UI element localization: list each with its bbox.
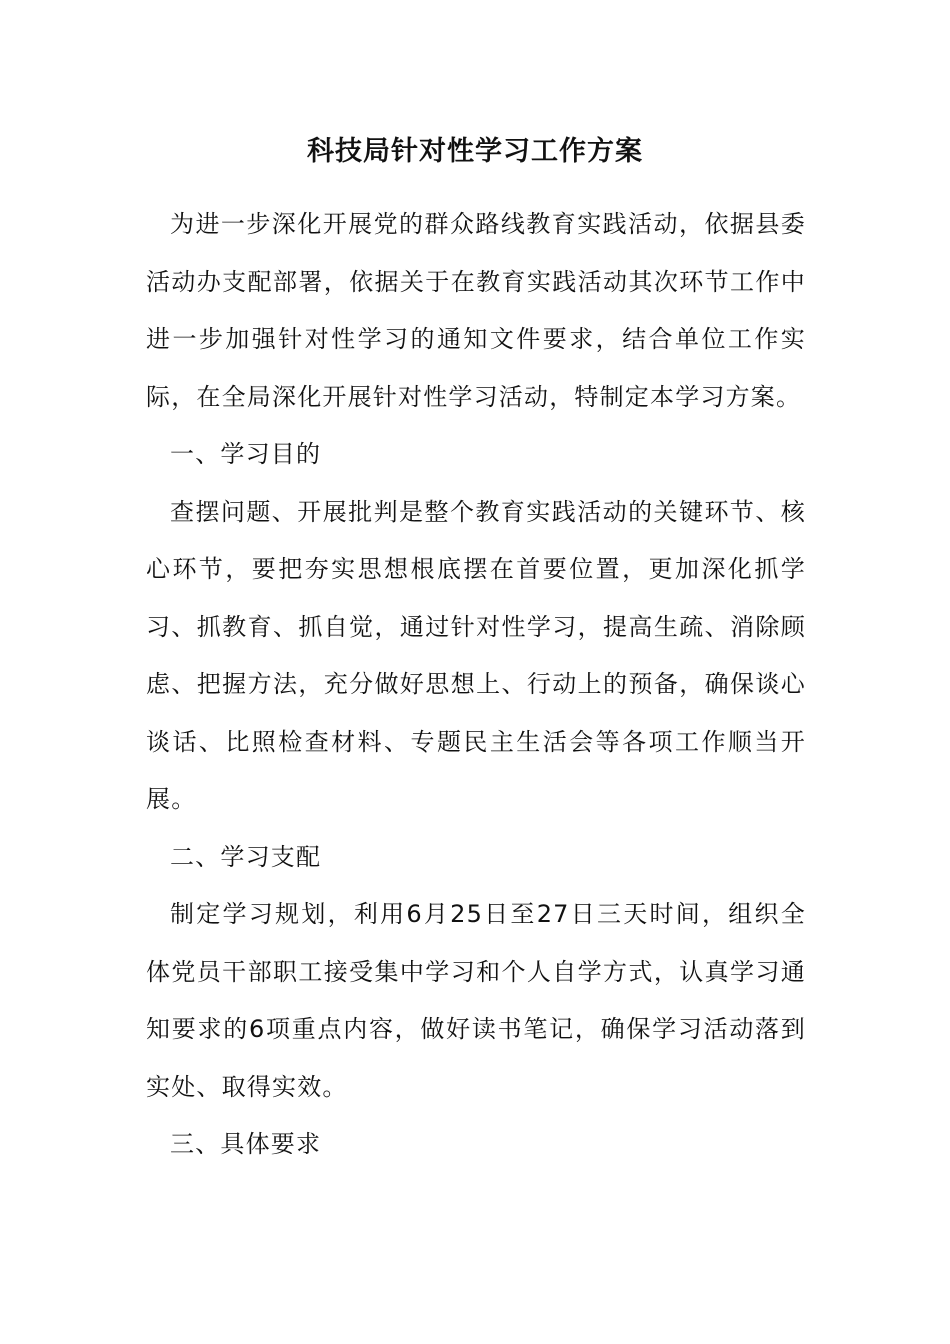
document-body [146, 196, 806, 1174]
section-heading-purpose: 一、学习目的 [170, 440, 322, 468]
section-heading-requirements: 三、具体要求 [170, 1130, 322, 1158]
document-title: 科技局针对性学习工作方案 [307, 136, 643, 167]
section-heading-arrangement: 二、学习支配 [170, 842, 322, 871]
intro-paragraph: 为进一步深化开展党的群众路线教育实践活动，依据县委活动办支配部署，依据关于在教育实践活动其次环节工作中进一步加强针对性学习的通知文件要求，结合单位工作实际，在全局深化开展针对性学习活动，特制定本学习方案。 [146, 210, 806, 411]
purpose-paragraph: 查摆问题、开展批判是整个教育实践活动的关键环节、核心环节，要把夯实思想根底摆在首要位置，更加深化抓学习、抓教育、抓自觉，通过针对性学习，提高生疏、消除顾虑、把握方法，充分做好思想上、行动上的预备，确保谈心谈话、比照检查材料、专题民主生活会等各项工作顺当开展。 [146, 497, 806, 813]
arrangement-paragraph: 制定学习规划，利用6月25日至27日三天时间，组织全体党员干部职工接受集中学习和个人自学方式，认真学习通知要求的6项重点内容，做好读书笔记，确保学习活动落到实处、取得实效。 [146, 900, 806, 1101]
